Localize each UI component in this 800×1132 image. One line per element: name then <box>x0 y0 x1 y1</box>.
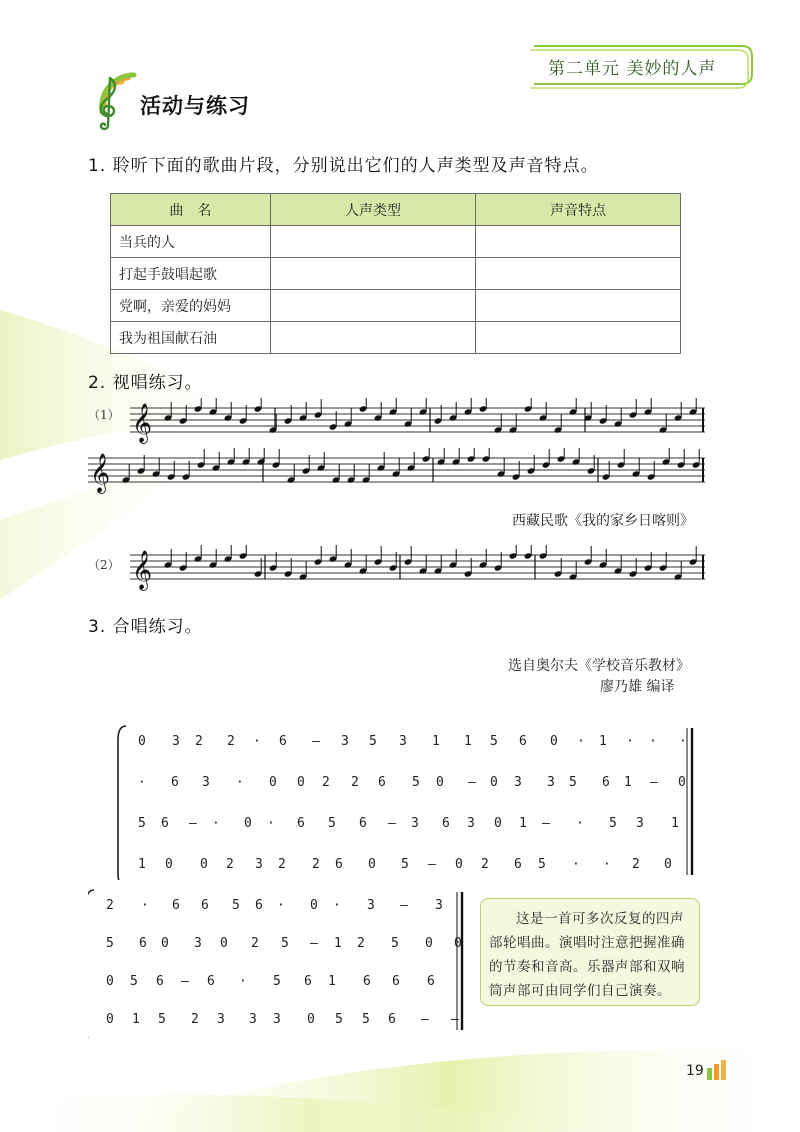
table-row <box>111 290 681 322</box>
svg-text:—: — <box>428 857 436 872</box>
feature-cell[interactable] <box>476 290 681 322</box>
svg-text:—: — <box>650 775 658 790</box>
svg-text:2: 2 <box>278 857 286 872</box>
voice-type-cell[interactable] <box>270 322 476 354</box>
column-header-voice-type: 人声类型 <box>270 194 476 226</box>
svg-text:6: 6 <box>392 974 400 989</box>
svg-text:—: — <box>451 1012 459 1027</box>
svg-text:—: — <box>181 974 189 989</box>
svg-text:—: — <box>400 898 408 913</box>
svg-text:1: 1 <box>599 734 607 749</box>
svg-text:𝄞: 𝄞 <box>132 403 153 443</box>
svg-text:6: 6 <box>363 974 371 989</box>
performance-note-text: 这是一首可多次反复的四声部轮唱曲。演唱时注意把握准确的节奏和音高。乐器声部和双响筒声部可由同学们自己演奏。 <box>489 911 685 999</box>
exercise-1-label: （1） <box>88 408 120 422</box>
svg-text:3: 3 <box>172 734 180 749</box>
svg-text:1: 1 <box>624 775 632 790</box>
svg-text:2: 2 <box>106 898 114 913</box>
svg-text:·: · <box>572 857 580 872</box>
svg-text:5: 5 <box>490 734 498 749</box>
feature-cell[interactable] <box>476 322 681 354</box>
svg-text:6: 6 <box>171 775 179 790</box>
svg-text:0: 0 <box>490 775 498 790</box>
svg-text:0: 0 <box>161 936 169 951</box>
chorus-arranger: 廖乃雄 编译 <box>600 679 675 695</box>
svg-text:0: 0 <box>200 857 208 872</box>
svg-text:2: 2 <box>312 857 320 872</box>
svg-text:5: 5 <box>281 936 289 951</box>
svg-text:3: 3 <box>399 734 407 749</box>
svg-text:—: — <box>388 816 396 831</box>
svg-text:·: · <box>138 775 146 790</box>
svg-text:·: · <box>236 775 244 790</box>
svg-text:1: 1 <box>671 816 679 831</box>
svg-text:1: 1 <box>334 936 342 951</box>
song-name: 打起手鼓唱起歌 <box>111 258 271 290</box>
music-staff-exercise-2 <box>130 545 705 595</box>
table-header-row <box>111 194 681 226</box>
svg-text:0: 0 <box>310 898 318 913</box>
svg-text:1: 1 <box>328 974 336 989</box>
svg-text:·: · <box>649 734 657 749</box>
svg-text:0: 0 <box>425 936 433 951</box>
svg-text:·: · <box>239 974 247 989</box>
svg-text:3: 3 <box>467 816 475 831</box>
svg-text:5: 5 <box>369 734 377 749</box>
svg-text:5: 5 <box>273 974 281 989</box>
svg-text:6: 6 <box>139 936 147 951</box>
svg-text:𝄞: 𝄞 <box>132 550 153 590</box>
svg-text:0: 0 <box>664 857 672 872</box>
svg-text:0: 0 <box>368 857 376 872</box>
question-2-title: 2. 视唱练习。 <box>88 373 203 393</box>
feature-cell[interactable] <box>476 258 681 290</box>
svg-text:·: · <box>577 734 585 749</box>
svg-text:0: 0 <box>269 775 277 790</box>
svg-text:3: 3 <box>202 775 210 790</box>
svg-text:5: 5 <box>106 936 114 951</box>
svg-text:5: 5 <box>130 974 138 989</box>
table-row <box>111 258 681 290</box>
svg-text:—: — <box>310 936 318 951</box>
treble-clef-logo-icon <box>88 70 140 132</box>
svg-text:5: 5 <box>362 1012 370 1027</box>
svg-text:5: 5 <box>232 898 240 913</box>
svg-text:5: 5 <box>335 1012 343 1027</box>
svg-text:5: 5 <box>401 857 409 872</box>
svg-text:6: 6 <box>442 816 450 831</box>
question-3-title: 3. 合唱练习。 <box>88 617 203 637</box>
svg-text:5: 5 <box>158 1012 166 1027</box>
chorus-score-system-2 <box>88 888 470 1038</box>
page-number: 19 <box>686 1063 704 1079</box>
table-row <box>111 226 681 258</box>
svg-text:6: 6 <box>388 1012 396 1027</box>
chorus-source: 选自奥尔夫《学校音乐教材》 <box>508 658 690 674</box>
svg-text:1: 1 <box>138 857 146 872</box>
svg-text:·: · <box>253 734 261 749</box>
svg-text:1: 1 <box>464 734 472 749</box>
svg-text:0: 0 <box>297 775 305 790</box>
svg-text:2: 2 <box>195 734 203 749</box>
music-staff-exercise-1-line-2 <box>88 448 705 498</box>
svg-text:6: 6 <box>514 857 522 872</box>
svg-text:0: 0 <box>550 734 558 749</box>
svg-text:6: 6 <box>359 816 367 831</box>
svg-text:3: 3 <box>255 857 263 872</box>
svg-text:0: 0 <box>244 816 252 831</box>
svg-text:—: — <box>189 816 197 831</box>
song-name: 党啊，亲爱的妈妈 <box>111 290 271 322</box>
svg-text:3: 3 <box>547 775 555 790</box>
svg-text:2: 2 <box>191 1012 199 1027</box>
svg-text:·: · <box>212 816 220 831</box>
voice-type-cell[interactable] <box>270 290 476 322</box>
performance-note-box <box>480 898 700 1006</box>
feature-cell[interactable] <box>476 226 681 258</box>
svg-text:2: 2 <box>481 857 489 872</box>
question-1-title: 1. 聆听下面的歌曲片段，分别说出它们的人声类型及声音特点。 <box>88 156 599 176</box>
svg-text:5: 5 <box>138 816 146 831</box>
svg-text:5: 5 <box>328 816 336 831</box>
svg-text:0: 0 <box>220 936 228 951</box>
svg-text:2: 2 <box>632 857 640 872</box>
svg-text:6: 6 <box>207 974 215 989</box>
svg-text:3: 3 <box>411 816 419 831</box>
svg-text:5: 5 <box>609 816 617 831</box>
svg-text:0: 0 <box>436 775 444 790</box>
svg-text:6: 6 <box>378 775 386 790</box>
svg-text:—: — <box>468 775 476 790</box>
svg-text:0: 0 <box>106 974 114 989</box>
svg-text:0: 0 <box>307 1012 315 1027</box>
svg-text:·: · <box>603 857 611 872</box>
exercise-2-label: （2） <box>88 558 120 572</box>
song-voice-table <box>110 193 681 354</box>
svg-text:6: 6 <box>172 898 180 913</box>
svg-text:·: · <box>267 816 275 831</box>
svg-text:·: · <box>141 898 149 913</box>
page-number-bars-icon <box>705 1060 729 1080</box>
svg-text:6: 6 <box>335 857 343 872</box>
song-name: 当兵的人 <box>111 226 271 258</box>
svg-text:6: 6 <box>427 974 435 989</box>
svg-text:0: 0 <box>678 775 686 790</box>
svg-text:3: 3 <box>341 734 349 749</box>
svg-text:6: 6 <box>201 898 209 913</box>
chorus-score-system-1 <box>88 660 700 880</box>
svg-text:3: 3 <box>514 775 522 790</box>
svg-text:6: 6 <box>156 974 164 989</box>
svg-text:3: 3 <box>367 898 375 913</box>
svg-text:0: 0 <box>138 734 146 749</box>
svg-text:𝄞: 𝄞 <box>90 453 111 493</box>
svg-text:·: · <box>679 734 687 749</box>
column-header-song: 曲 名 <box>111 194 271 226</box>
svg-text:3: 3 <box>249 1012 257 1027</box>
svg-text:—: — <box>421 1012 429 1027</box>
table-row <box>111 322 681 354</box>
svg-text:1: 1 <box>432 734 440 749</box>
svg-text:5: 5 <box>569 775 577 790</box>
svg-text:0: 0 <box>454 936 462 951</box>
voice-type-cell[interactable] <box>270 226 476 258</box>
svg-text:2: 2 <box>226 857 234 872</box>
svg-text:2: 2 <box>322 775 330 790</box>
voice-type-cell[interactable] <box>270 258 476 290</box>
exercise-1-source: 西藏民歌《我的家乡日喀则》 <box>512 513 694 529</box>
svg-text:6: 6 <box>519 734 527 749</box>
svg-text:2: 2 <box>357 936 365 951</box>
svg-text:5: 5 <box>538 857 546 872</box>
svg-text:5: 5 <box>391 936 399 951</box>
svg-text:1: 1 <box>132 1012 140 1027</box>
svg-text:—: — <box>312 734 320 749</box>
column-header-feature: 声音特点 <box>476 194 681 226</box>
svg-text:—: — <box>542 816 550 831</box>
svg-text:3: 3 <box>435 898 443 913</box>
svg-text:6: 6 <box>161 816 169 831</box>
svg-text:0: 0 <box>106 1012 114 1027</box>
chapter-title: 第二单元 美妙的人声 <box>548 59 717 79</box>
svg-text:0: 0 <box>455 857 463 872</box>
svg-text:2: 2 <box>227 734 235 749</box>
svg-text:·: · <box>333 898 341 913</box>
svg-text:5: 5 <box>412 775 420 790</box>
music-staff-exercise-1-line-1 <box>130 398 705 448</box>
svg-text:3: 3 <box>273 1012 281 1027</box>
svg-text:6: 6 <box>279 734 287 749</box>
svg-text:·: · <box>277 898 285 913</box>
svg-text:6: 6 <box>255 898 263 913</box>
svg-text:·: · <box>626 734 634 749</box>
svg-text:3: 3 <box>636 816 644 831</box>
section-title: 活动与练习 <box>140 94 250 118</box>
svg-text:2: 2 <box>351 775 359 790</box>
svg-text:2: 2 <box>251 936 259 951</box>
svg-text:1: 1 <box>519 816 527 831</box>
song-name: 我为祖国献石油 <box>111 322 271 354</box>
svg-text:3: 3 <box>194 936 202 951</box>
svg-text:6: 6 <box>297 816 305 831</box>
svg-text:6: 6 <box>602 775 610 790</box>
svg-text:0: 0 <box>165 857 173 872</box>
svg-text:6: 6 <box>304 974 312 989</box>
svg-text:·: · <box>576 816 584 831</box>
svg-text:3: 3 <box>217 1012 225 1027</box>
svg-text:0: 0 <box>494 816 502 831</box>
